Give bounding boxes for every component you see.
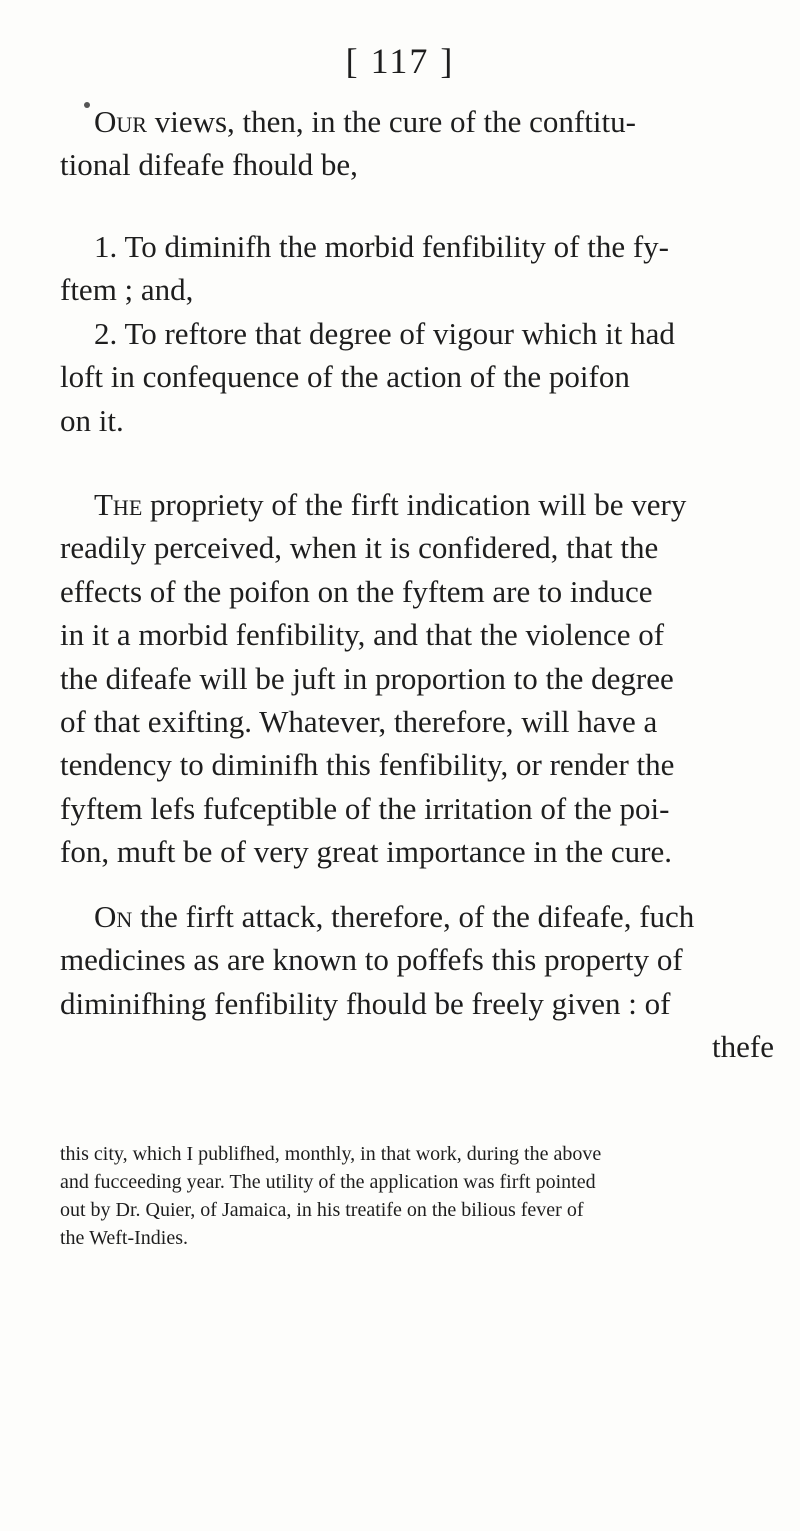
intro-paragraph [60, 100, 774, 187]
page-number-header: [ 117 ] [345, 41, 455, 81]
footnote-line-3: out by Dr. Quier, of Jamaica, in his treatife on the bilious fever of [60, 1199, 584, 1221]
para3-line-2: medicines as are known to poffefs this property of [60, 942, 683, 978]
para3-line-1: On the firft attack, therefore, of the difeafe, fuch [94, 899, 695, 934]
para2-line-8: fyftem lefs fufceptible of the irritation of the poi- [60, 790, 670, 826]
para3-lead-word: On [94, 899, 133, 934]
para2-line-3: effects of the poifon on the fyftem are to induce [60, 573, 653, 609]
item-2-line-1: 2. To reftore that degree of vigour which it had [94, 316, 675, 351]
item-1-line-1: 1. To diminifh the morbid fenfibility of the fy- [94, 229, 669, 264]
footnote-line-4: the Weft-Indies. [60, 1227, 188, 1249]
item-1 [60, 225, 774, 312]
paragraph-3 [60, 895, 774, 1069]
para2-line-2: readily perceived, when it is confidered, that the [60, 530, 659, 566]
item-1-line-2: ftem ; and, [60, 272, 194, 308]
para2-line-1: The propriety of the firft indication will be very [94, 487, 687, 522]
para2-line-5: the difeafe will be juft in proportion to the degree [60, 660, 674, 696]
footnote-line-1: this city, which I publifhed, monthly, in that work, during the above [60, 1143, 602, 1165]
item-2-line-3: on it. [60, 402, 124, 438]
catchword: thefe [712, 1029, 774, 1065]
para2-line-7: tendency to diminifh this fenfibility, or render the [60, 747, 675, 783]
footnote [60, 1140, 774, 1252]
item-2-line-2: loft in confequence of the action of the poifon [60, 359, 630, 395]
para2-line-4: in it a morbid fenfibility, and that the violence of [60, 617, 665, 653]
para2-line-6: of that exifting. Whatever, therefore, will have a [60, 704, 658, 740]
intro-line-2: tional difeafe fhould be, [60, 147, 358, 183]
item-2 [60, 312, 774, 442]
footnote-line-2: and fucceeding year. The utility of the application was firft pointed [60, 1171, 596, 1193]
paragraph-2 [60, 483, 774, 874]
intro-lead-word: Our [94, 104, 147, 139]
para2-line-9: fon, muft be of very great importance in the cure. [60, 834, 673, 870]
intro-line-1: Our views, then, in the cure of the conftitu- [94, 104, 636, 139]
para2-lead-word: The [94, 487, 143, 522]
para3-line-3: diminifhing fenfibility fhould be freely given : of [60, 985, 671, 1021]
